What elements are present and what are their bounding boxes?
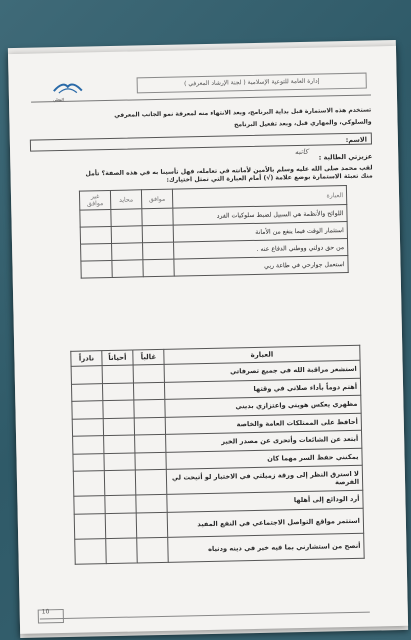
header-neutral: محايد	[110, 190, 141, 210]
answer-cell[interactable]	[105, 512, 137, 538]
header-often: غالباً	[133, 349, 164, 365]
answer-cell[interactable]	[73, 471, 105, 497]
instruction-line-1: تستخدم هذه الاستمارة قبل بداية البرنامج، وبعد الانتهاء منه لمعرفة نمو الجانب المعرفي	[114, 106, 372, 119]
answer-cell[interactable]	[103, 400, 134, 418]
statement-cell: من حق دولتي ووطني الدفاع عنه .	[174, 238, 348, 259]
answer-cell[interactable]	[81, 243, 112, 261]
statement-cell: استثمار الوقت فيما ينفع من الأمانة	[173, 221, 347, 242]
table-row	[75, 533, 364, 564]
statement-cell: أهتم دوماً بأداء صلاتي في وقتها	[164, 378, 360, 400]
header-rarely: نادراً	[71, 351, 102, 367]
header-statement: العبارة	[164, 345, 360, 364]
answer-cell[interactable]	[134, 417, 165, 435]
answer-cell[interactable]	[73, 453, 104, 471]
statement-cell: يمكنني حفظ السر مهما كان	[166, 448, 362, 470]
statement-cell: استثمر مواقع التواصل الاجتماعي في النفع المفيد	[167, 508, 363, 537]
answer-cell[interactable]	[104, 470, 136, 496]
answer-cell[interactable]	[133, 364, 164, 382]
answer-cell[interactable]	[136, 512, 168, 538]
answer-cell[interactable]	[111, 209, 142, 227]
document-page	[8, 46, 408, 634]
footer-line	[40, 612, 370, 620]
answer-cell[interactable]	[74, 496, 105, 514]
statement-cell: استعمل جوارحي في طاعة ربي	[174, 255, 348, 276]
statement-cell: أرد الودائع إلى أهلها	[167, 490, 363, 512]
survey-table-1	[79, 185, 349, 279]
answer-cell[interactable]	[111, 226, 142, 244]
answer-cell[interactable]	[103, 418, 134, 436]
handwritten-signature: كاتبه	[294, 147, 309, 157]
answer-cell[interactable]	[80, 209, 111, 227]
survey-table-2	[70, 345, 364, 565]
answer-cell[interactable]	[81, 260, 112, 278]
answer-cell[interactable]	[102, 365, 133, 383]
statement-cell: أبتعد عن الشائعات وأتحرى عن مصدر الخبر	[166, 430, 362, 452]
header-sometimes: أحياناً	[102, 350, 133, 366]
answer-cell[interactable]	[75, 538, 107, 564]
page-number: 10	[41, 608, 50, 616]
answer-cell[interactable]	[72, 418, 103, 436]
logo-icon	[50, 74, 84, 97]
answer-cell[interactable]	[106, 537, 138, 563]
answer-cell[interactable]	[135, 434, 166, 452]
instruction-line-2: والسلوكي، والمهاري قبل، وبعد تفعيل البرنامج	[233, 118, 372, 129]
answer-cell[interactable]	[143, 259, 174, 277]
statement-cell: أنصح من استشارني بما فيه خير في دينه ودنياه	[168, 533, 364, 562]
answer-cell[interactable]	[74, 513, 106, 539]
header-disagree: غير موافق	[79, 190, 110, 210]
answer-cell[interactable]	[80, 226, 111, 244]
answer-cell[interactable]	[104, 435, 135, 453]
answer-cell[interactable]	[105, 495, 136, 513]
answer-cell[interactable]	[71, 366, 102, 384]
answer-cell[interactable]	[135, 452, 166, 470]
statement-cell: لا استرق النظر إلى ورقة زميلتي في الاختبار لو أتيحت لي الفرصة	[166, 465, 362, 494]
answer-cell[interactable]	[112, 243, 143, 261]
answer-cell[interactable]	[142, 208, 173, 226]
answer-cell[interactable]	[102, 383, 133, 401]
statement-cell: أحافظ على الممتلكات العامة والخاصة	[165, 413, 361, 435]
header-agency-box: إدارة العامة للتوعية الإسلامية ( لجنة الإرشاد المعرفي )	[137, 73, 367, 94]
answer-cell[interactable]	[136, 494, 167, 512]
header-agree: موافق	[141, 189, 172, 209]
answer-cell[interactable]	[112, 260, 143, 278]
name-field[interactable]: الاسم:	[30, 132, 372, 151]
answer-cell[interactable]	[133, 382, 164, 400]
answer-cell[interactable]	[137, 537, 169, 563]
greeting: عزيزتي الطالبة :	[318, 152, 373, 162]
answer-cell[interactable]	[135, 469, 167, 495]
logo-caption: التحلي	[52, 96, 64, 103]
answer-cell[interactable]	[143, 242, 174, 260]
answer-cell[interactable]	[72, 401, 103, 419]
answer-cell[interactable]	[71, 383, 102, 401]
statement-cell: اللوائح والأنظمة هي السبيل لضبط سلوكيات الفرد	[173, 205, 347, 226]
answer-cell[interactable]	[73, 436, 104, 454]
header-statement: العبارة	[172, 186, 346, 209]
answer-cell[interactable]	[142, 225, 173, 243]
statement-cell: استشعر مراقبة الله في جميع تصرفاتي	[164, 360, 360, 382]
answer-cell[interactable]	[104, 452, 135, 470]
statement-cell: مظهري يعكس هويتي واعتزازي بديني	[165, 395, 361, 417]
answer-cell[interactable]	[134, 399, 165, 417]
question-text: لقب محمد صلى الله عليه وسلم بالأمين لأمانته في تعامله، فهل تأسينا به في هذه الصفة؟ تأمل منك تعبئة الاستمارة بوضع علامة (√) أمام العبارة التي تمثل اختيارك:	[85, 164, 373, 184]
